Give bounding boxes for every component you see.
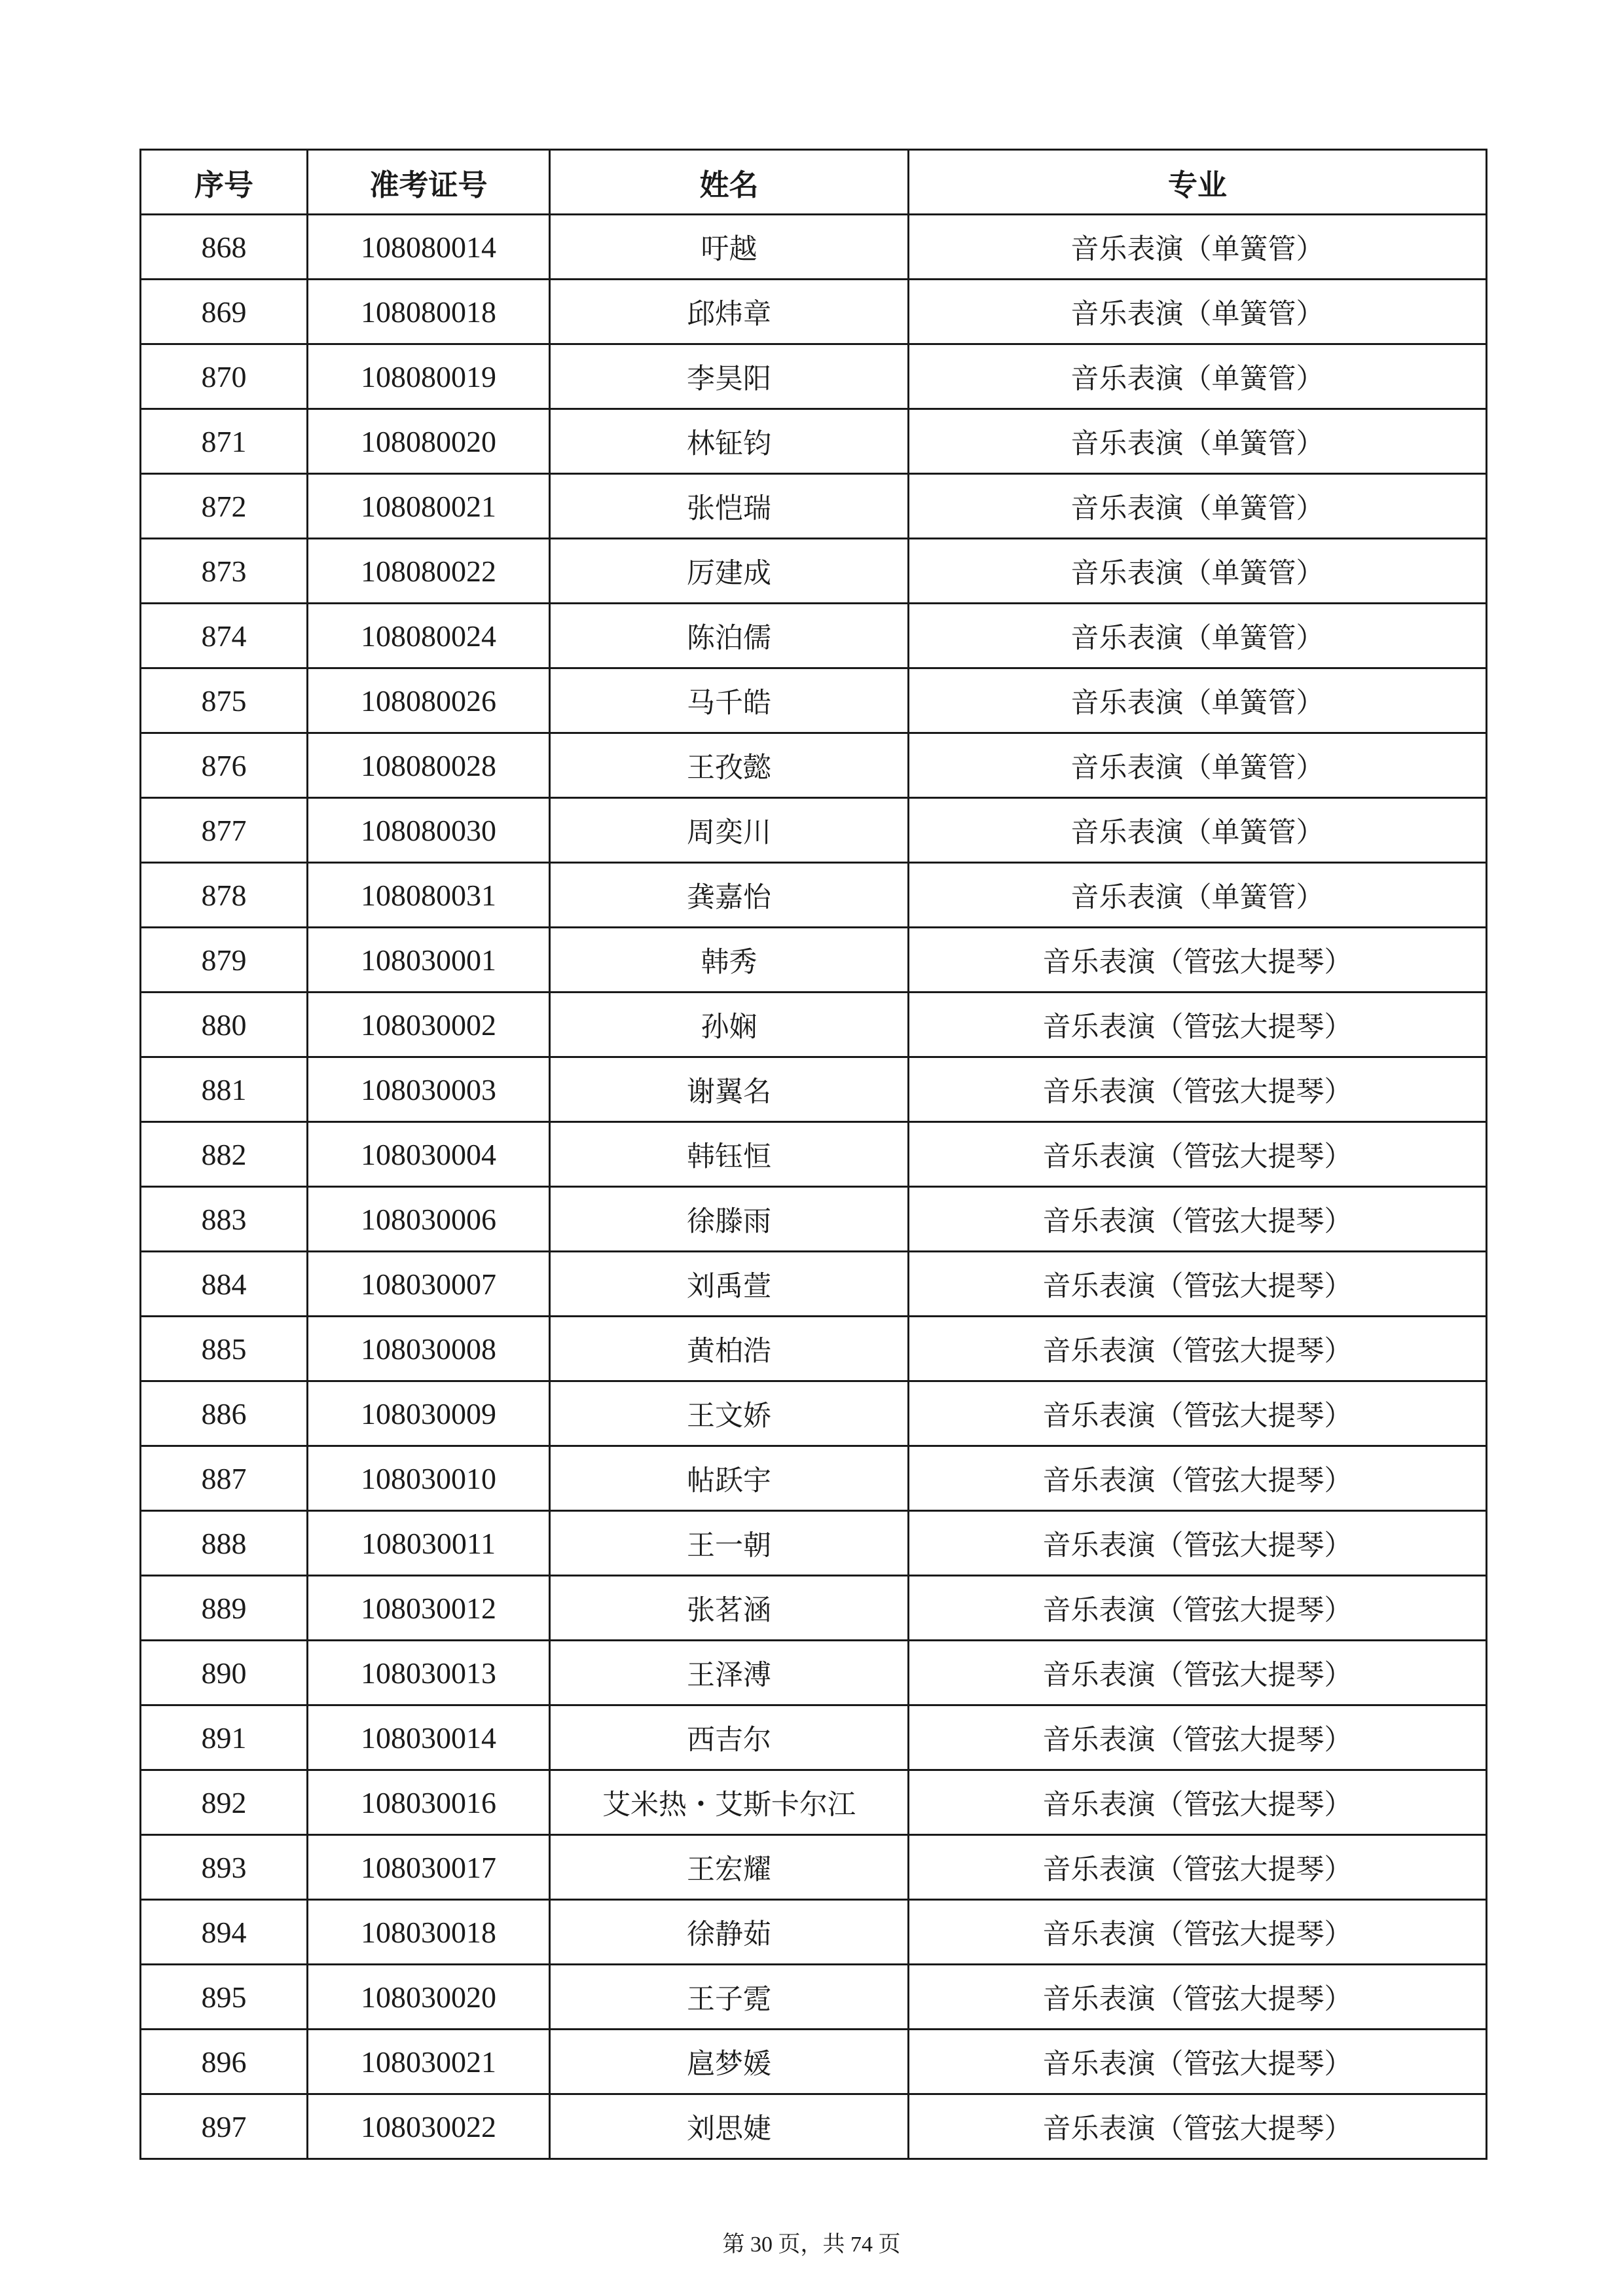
major-cell: 音乐表演（单簧管） — [909, 539, 1487, 604]
serial-number-cell: 878 — [141, 863, 308, 928]
name-cell: 王文娇 — [550, 1381, 909, 1446]
name-cell: 王泽溥 — [550, 1641, 909, 1705]
exam-id-cell: 108080022 — [308, 539, 550, 604]
serial-number-cell: 876 — [141, 733, 308, 798]
table-row — [141, 798, 1487, 863]
major-cell: 音乐表演（管弦大提琴） — [909, 1965, 1487, 2030]
name-cell: 韩秀 — [550, 928, 909, 993]
document-sheet — [139, 149, 1486, 2160]
table-row — [141, 1187, 1487, 1252]
name-cell: 韩钰恒 — [550, 1122, 909, 1187]
table-row — [141, 2030, 1487, 2094]
table-row — [141, 993, 1487, 1057]
table-row — [141, 1122, 1487, 1187]
name-cell: 邱炜章 — [550, 280, 909, 344]
name-cell: 吁越 — [550, 215, 909, 280]
table-row — [141, 1511, 1487, 1576]
table-row — [141, 733, 1487, 798]
name-cell: 扈梦媛 — [550, 2030, 909, 2094]
major-cell: 音乐表演（管弦大提琴） — [909, 1187, 1487, 1252]
name-cell: 艾米热・艾斯卡尔江 — [550, 1770, 909, 1835]
table-row — [141, 2094, 1487, 2159]
serial-number-cell: 889 — [141, 1576, 308, 1641]
table-row — [141, 280, 1487, 344]
serial-number-cell: 893 — [141, 1835, 308, 1900]
table-row — [141, 1965, 1487, 2030]
major-cell: 音乐表演（管弦大提琴） — [909, 2094, 1487, 2159]
table-row — [141, 474, 1487, 539]
name-cell: 刘禹萱 — [550, 1252, 909, 1317]
serial-number-cell: 883 — [141, 1187, 308, 1252]
serial-number-cell: 873 — [141, 539, 308, 604]
exam-id-cell: 108030016 — [308, 1770, 550, 1835]
major-cell: 音乐表演（单簧管） — [909, 280, 1487, 344]
exam-id-cell: 108030018 — [308, 1900, 550, 1965]
major-cell: 音乐表演（管弦大提琴） — [909, 1705, 1487, 1770]
exam-id-cell: 108080030 — [308, 798, 550, 863]
exam-id-cell: 108030004 — [308, 1122, 550, 1187]
serial-number-cell: 879 — [141, 928, 308, 993]
exam-id-cell: 108080021 — [308, 474, 550, 539]
major-cell: 音乐表演（管弦大提琴） — [909, 1641, 1487, 1705]
exam-id-cell: 108030012 — [308, 1576, 550, 1641]
major-cell: 音乐表演（管弦大提琴） — [909, 1511, 1487, 1576]
serial-number-cell: 888 — [141, 1511, 308, 1576]
major-cell: 音乐表演（管弦大提琴） — [909, 1252, 1487, 1317]
name-cell: 张恺瑞 — [550, 474, 909, 539]
name-cell: 周奕川 — [550, 798, 909, 863]
exam-id-cell: 108030021 — [308, 2030, 550, 2094]
exam-id-cell: 108030002 — [308, 993, 550, 1057]
exam-id-cell: 108080024 — [308, 604, 550, 668]
header-name: 姓名 — [550, 150, 909, 215]
name-cell: 王子霓 — [550, 1965, 909, 2030]
exam-id-cell: 108080019 — [308, 344, 550, 409]
header-major: 专业 — [909, 150, 1487, 215]
exam-id-cell: 108030017 — [308, 1835, 550, 1900]
major-cell: 音乐表演（单簧管） — [909, 863, 1487, 928]
table-row — [141, 1381, 1487, 1446]
major-cell: 音乐表演（管弦大提琴） — [909, 1057, 1487, 1122]
exam-id-cell: 108080031 — [308, 863, 550, 928]
serial-number-cell: 875 — [141, 668, 308, 733]
major-cell: 音乐表演（管弦大提琴） — [909, 1446, 1487, 1511]
table-row — [141, 1057, 1487, 1122]
exam-id-cell: 108030006 — [308, 1187, 550, 1252]
table-row — [141, 1900, 1487, 1965]
major-cell: 音乐表演（单簧管） — [909, 215, 1487, 280]
serial-number-cell: 868 — [141, 215, 308, 280]
major-cell: 音乐表演（单簧管） — [909, 733, 1487, 798]
exam-id-cell: 108080014 — [308, 215, 550, 280]
serial-number-cell: 869 — [141, 280, 308, 344]
major-cell: 音乐表演（管弦大提琴） — [909, 1900, 1487, 1965]
exam-id-cell: 108030003 — [308, 1057, 550, 1122]
table-row — [141, 1641, 1487, 1705]
exam-id-cell: 108030020 — [308, 1965, 550, 2030]
name-cell: 李昊阳 — [550, 344, 909, 409]
table-row — [141, 1252, 1487, 1317]
name-cell: 西吉尔 — [550, 1705, 909, 1770]
serial-number-cell: 874 — [141, 604, 308, 668]
exam-id-cell: 108080028 — [308, 733, 550, 798]
name-cell: 刘思婕 — [550, 2094, 909, 2159]
header-exam-id: 准考证号 — [308, 150, 550, 215]
name-cell: 张茗涵 — [550, 1576, 909, 1641]
serial-number-cell: 870 — [141, 344, 308, 409]
major-cell: 音乐表演（单簧管） — [909, 474, 1487, 539]
exam-id-cell: 108030001 — [308, 928, 550, 993]
serial-number-cell: 877 — [141, 798, 308, 863]
table-row — [141, 344, 1487, 409]
name-cell: 王宏耀 — [550, 1835, 909, 1900]
serial-number-cell: 886 — [141, 1381, 308, 1446]
table-row — [141, 928, 1487, 993]
exam-id-cell: 108030009 — [308, 1381, 550, 1446]
table-body — [141, 215, 1487, 2159]
major-cell: 音乐表演（单簧管） — [909, 604, 1487, 668]
major-cell: 音乐表演（管弦大提琴） — [909, 1317, 1487, 1381]
header-serial-number: 序号 — [141, 150, 308, 215]
table-row — [141, 1835, 1487, 1900]
name-cell: 孙娴 — [550, 993, 909, 1057]
name-cell: 谢翼名 — [550, 1057, 909, 1122]
serial-number-cell: 894 — [141, 1900, 308, 1965]
table-row — [141, 1446, 1487, 1511]
serial-number-cell: 895 — [141, 1965, 308, 2030]
serial-number-cell: 881 — [141, 1057, 308, 1122]
name-cell: 马千皓 — [550, 668, 909, 733]
page-number-footer: 第 30 页，共 74 页 — [722, 2232, 901, 2257]
serial-number-cell: 872 — [141, 474, 308, 539]
table-row — [141, 1576, 1487, 1641]
table-row — [141, 1770, 1487, 1835]
major-cell: 音乐表演（管弦大提琴） — [909, 2030, 1487, 2094]
major-cell: 音乐表演（管弦大提琴） — [909, 1770, 1487, 1835]
exam-id-cell: 108080020 — [308, 409, 550, 474]
name-cell: 黄柏浩 — [550, 1317, 909, 1381]
serial-number-cell: 882 — [141, 1122, 308, 1187]
serial-number-cell: 892 — [141, 1770, 308, 1835]
major-cell: 音乐表演（单簧管） — [909, 668, 1487, 733]
exam-id-cell: 108030008 — [308, 1317, 550, 1381]
name-cell: 徐静茹 — [550, 1900, 909, 1965]
table-row — [141, 539, 1487, 604]
name-cell: 陈泊儒 — [550, 604, 909, 668]
serial-number-cell: 891 — [141, 1705, 308, 1770]
table-row — [141, 409, 1487, 474]
exam-id-cell: 108030007 — [308, 1252, 550, 1317]
serial-number-cell: 871 — [141, 409, 308, 474]
major-cell: 音乐表演（管弦大提琴） — [909, 1122, 1487, 1187]
table-row — [141, 604, 1487, 668]
name-cell: 厉建成 — [550, 539, 909, 604]
major-cell: 音乐表演（单簧管） — [909, 409, 1487, 474]
table-row — [141, 1705, 1487, 1770]
name-cell: 王一朝 — [550, 1511, 909, 1576]
exam-id-cell: 108030013 — [308, 1641, 550, 1705]
major-cell: 音乐表演（管弦大提琴） — [909, 1835, 1487, 1900]
exam-id-cell: 108080026 — [308, 668, 550, 733]
serial-number-cell: 897 — [141, 2094, 308, 2159]
name-cell: 王孜懿 — [550, 733, 909, 798]
major-cell: 音乐表演（管弦大提琴） — [909, 928, 1487, 993]
major-cell: 音乐表演（单簧管） — [909, 798, 1487, 863]
table-row — [141, 215, 1487, 280]
exam-id-cell: 108030022 — [308, 2094, 550, 2159]
serial-number-cell: 885 — [141, 1317, 308, 1381]
table-header-row — [141, 150, 1487, 215]
serial-number-cell: 880 — [141, 993, 308, 1057]
major-cell: 音乐表演（管弦大提琴） — [909, 1576, 1487, 1641]
exam-id-cell: 108030014 — [308, 1705, 550, 1770]
serial-number-cell: 884 — [141, 1252, 308, 1317]
major-cell: 音乐表演（单簧管） — [909, 344, 1487, 409]
major-cell: 音乐表演（管弦大提琴） — [909, 993, 1487, 1057]
name-cell: 林钲钧 — [550, 409, 909, 474]
table-row — [141, 1317, 1487, 1381]
table-row — [141, 668, 1487, 733]
exam-id-cell: 108080018 — [308, 280, 550, 344]
serial-number-cell: 896 — [141, 2030, 308, 2094]
name-cell: 帖跃宇 — [550, 1446, 909, 1511]
name-cell: 徐滕雨 — [550, 1187, 909, 1252]
table-row — [141, 863, 1487, 928]
candidate-table — [139, 149, 1487, 2160]
name-cell: 龚嘉怡 — [550, 863, 909, 928]
serial-number-cell: 890 — [141, 1641, 308, 1705]
exam-id-cell: 108030011 — [308, 1511, 550, 1576]
serial-number-cell: 887 — [141, 1446, 308, 1511]
exam-id-cell: 108030010 — [308, 1446, 550, 1511]
major-cell: 音乐表演（管弦大提琴） — [909, 1381, 1487, 1446]
